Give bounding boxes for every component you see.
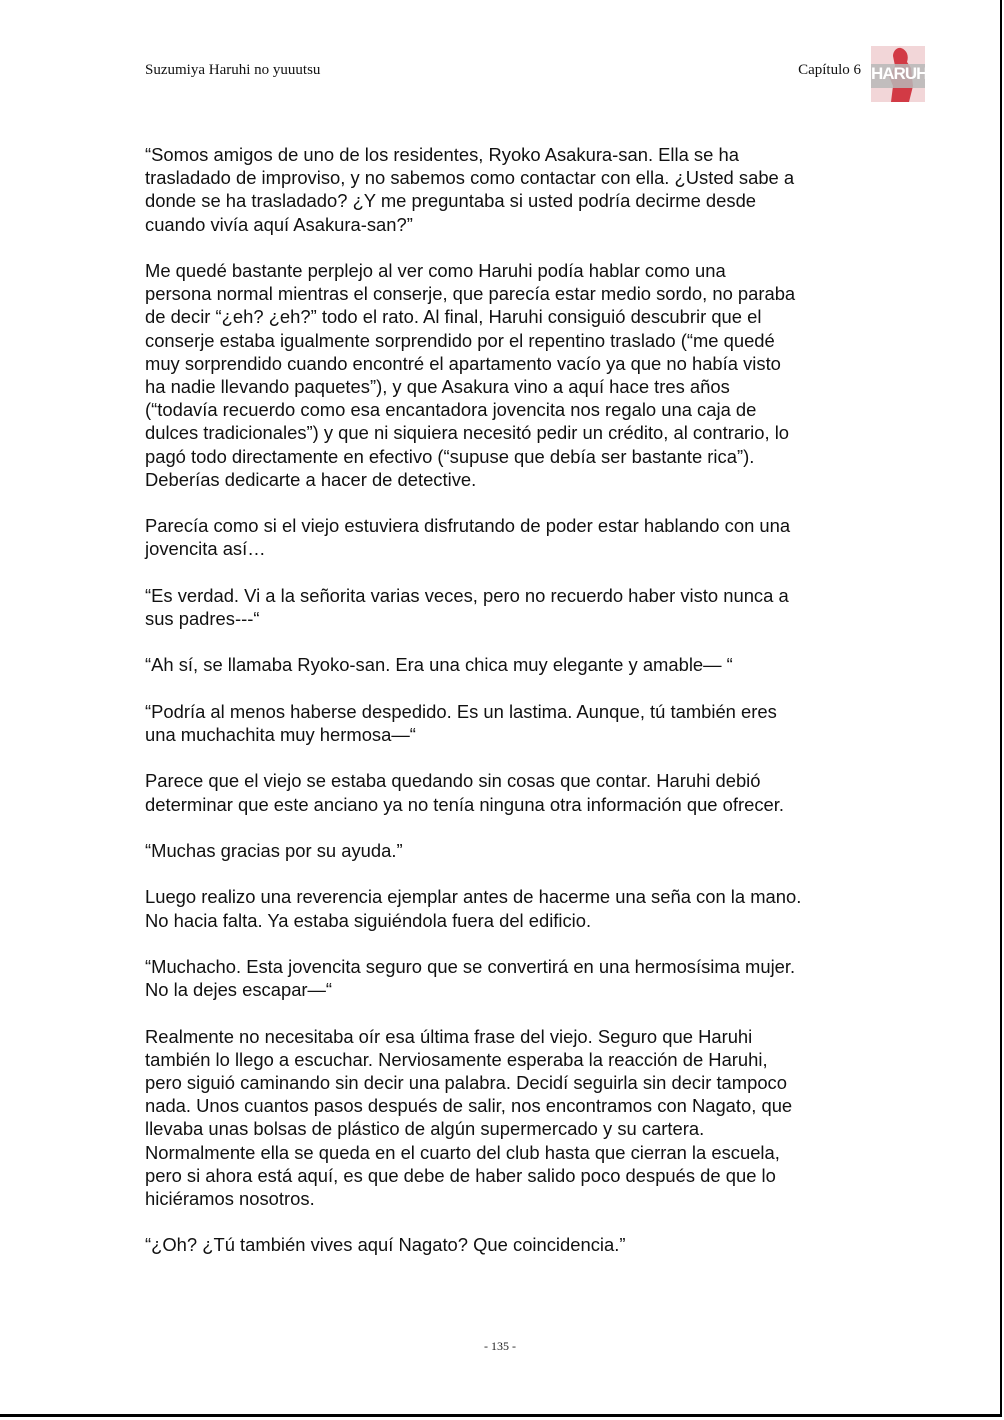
paragraph: Luego realizo una reverencia ejemplar antes de hacerme una seña con la mano. No hacia falta. Ya estaba siguiéndola fuera del edificio. (145, 886, 802, 931)
logo-text: HARUHI (871, 64, 932, 83)
chapter-body (145, 143, 885, 1280)
paragraph: “Es verdad. Vi a la señorita varias veces, pero no recuerdo haber visto nunca a sus padres---“ (145, 584, 789, 630)
paragraph: Parecía como si el viejo estuviera disfrutando de poder estar hablando con una jovencita así… (145, 515, 791, 560)
book-title: Suzumiya Haruhi no yuuutsu (145, 62, 321, 78)
paragraph: “Ah sí, se llamaba Ryoko-san. Era una chica muy elegante y amable— “ (145, 654, 733, 676)
chapter-label: Capítulo 6 (798, 62, 861, 78)
paragraph: Parece que el viejo se estaba quedando sin cosas que contar. Haruhi debió determinar que este anciano ya no tenía ninguna otra información que ofrecer. (145, 770, 784, 815)
paragraph: “Muchas gracias por su ayuda.” (145, 839, 403, 861)
paragraph: Realmente no necesitaba oír esa última frase del viejo. Seguro que Haruhi también lo llego a escuchar. Nerviosamente esperaba la reacción de Haruhi, pero siguió caminando sin decir una palabra. Decidí seguirla sin decir tampoco nada. Unos cuantos pasos después de salir, nos encontramos con Nagato, que llevaba unas bolsas de plástico de algún supermercado y su cartera. Normalmente ella se queda en el cuarto del club hasta que cierran la escuela, pero si ahora está aquí, es que debe de haber salido poco después de que lo hiciéramos nosotros. (145, 1025, 793, 1209)
paragraph: Me quedé bastante perplejo al ver como Haruhi podía hablar como una persona normal mientras el conserje, que parecía estar medio sordo, no paraba de decir “¿eh? ¿eh?” todo el rato. Al final, Haruhi consiguió descubrir que el conserje estaba igualmente sorprendido por el repentino traslado (“me quedé muy sorprendido cuando encontré el apartamento vacío ya que no había visto ha nadie llevando paquetes”), y que Asakura vino a aquí hace tres años (“todavía recuerdo como esa encantadora jovencita nos regalo una caja de dulces tradicionales”) y que ni siquiera necesitó pedir un crédito, al contrario, lo pagó todo directamente en efectivo (“supuse que debía ser bastante rica”). Deberías dedicarte a hacer de detective. (145, 260, 796, 490)
paragraph: “¿Oh? ¿Tú también vives aquí Nagato? Que coincidencia.” (145, 1234, 626, 1256)
page-number: - 135 - (484, 1339, 516, 1353)
page-header (145, 60, 861, 84)
paragraph: “Somos amigos de uno de los residentes, Ryoko Asakura-san. Ella se ha trasladado de improviso, y no sabemos como contactar con ella. ¿Usted sabe a donde se ha trasladado? ¿Y me preguntaba si usted podría decirme desde cuando vivía aquí Asakura-san?” (145, 144, 795, 235)
haruhi-logo (871, 46, 932, 102)
paragraph: “Podría al menos haberse despedido. Es un lastima. Aunque, tú también eres una muchachita muy hermosa—“ (145, 700, 777, 745)
paragraph: “Muchacho. Esta jovencita seguro que se convertirá en una hermosísima mujer. No la dejes escapar—“ (145, 955, 796, 1001)
